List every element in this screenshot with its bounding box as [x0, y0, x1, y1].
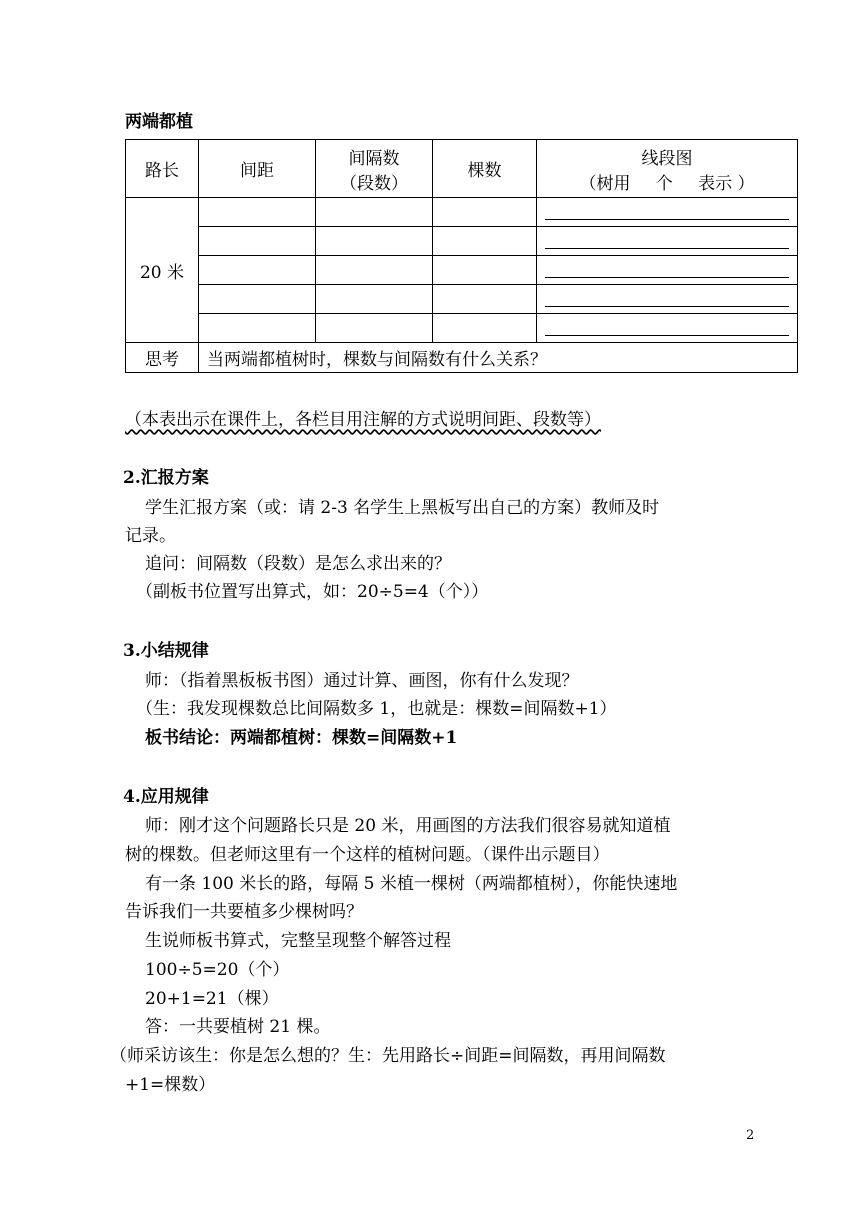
header-interval-line2: （段数） [340, 173, 408, 194]
s4-paragraph-2-line-1: 有一条 100 米长的路，每隔 5 米植一棵树（两端都植树），你能快速地 [145, 874, 678, 894]
s4-paragraph-4-line-1: （师采访该生：你是怎么想的？生：先用路长÷间距=间隔数，再用间隔数 [110, 1046, 666, 1066]
diagram-cell [537, 314, 798, 343]
page-number: 2 [746, 1128, 755, 1143]
diagram-cell [537, 256, 798, 285]
header-diagram-close: 表示 ） [698, 173, 755, 194]
header-diagram-open: （树用 [579, 173, 631, 194]
tree-count-cell [433, 256, 537, 285]
interval-cell [316, 256, 433, 285]
header-interval-line1: 间隔数 [348, 148, 400, 169]
think-label: 思考 [126, 343, 199, 373]
diagram-line [545, 205, 789, 220]
planting-table [125, 139, 798, 373]
section-4-title: 4.应用规律 [123, 787, 209, 807]
spacing-cell [199, 198, 316, 227]
diagram-cell [537, 198, 798, 227]
interval-cell [316, 198, 433, 227]
table-row [126, 227, 798, 256]
s3-conclusion: 板书结论：两端都植树：棵数=间隔数+1 [145, 728, 458, 748]
header-diagram-line1: 线段图 [641, 148, 693, 169]
s3-paragraph-1: 师：（指着黑板板书图）通过计算、画图，你有什么发现？ [145, 671, 579, 691]
s4-paragraph-1-line-2: 树的棵数。但老师这里有一个这样的植树问题。（课件出示题目） [125, 845, 610, 865]
header-diagram-line2 [537, 169, 797, 194]
header-road-length: 路长 [126, 140, 199, 198]
think-row [126, 343, 798, 373]
tree-symbol: 个 [655, 173, 673, 194]
interval-cell [316, 227, 433, 256]
header-spacing: 间距 [199, 140, 316, 198]
diagram-line [545, 263, 789, 278]
s4-answer: 答：一共要植树 21 棵。 [145, 1017, 331, 1037]
spacing-cell [199, 256, 316, 285]
s4-paragraph-2-line-2: 告诉我们一共要植多少棵树吗？ [125, 902, 363, 922]
diagram-line [545, 321, 789, 336]
section-2-title: 2.汇报方案 [123, 468, 209, 488]
interval-cell [316, 314, 433, 343]
header-tree-count: 棵数 [433, 140, 537, 198]
spacing-cell [199, 314, 316, 343]
diagram-cell [537, 285, 798, 314]
s3-paragraph-2: （生：我发现棵数总比间隔数多 1，也就是：棵数=间隔数+1） [136, 699, 617, 719]
header-diagram [537, 140, 798, 198]
s2-paragraph-1-line-1: 学生汇报方案（或：请 2-3 名学生上黑板写出自己的方案）教师及时 [145, 498, 660, 518]
section-3-title: 3.小结规律 [123, 641, 209, 661]
tree-count-cell [433, 314, 537, 343]
section-title: 两端都植 [125, 112, 193, 132]
table-note: （本表出示在课件上，各栏目用注解的方式说明间距、段数等） [125, 410, 601, 430]
s4-calc-2: 20+1=21（棵） [145, 989, 279, 1009]
table-row [126, 256, 798, 285]
s4-paragraph-3: 生说师板书算式，完整呈现整个解答过程 [145, 931, 451, 951]
spacing-cell [199, 227, 316, 256]
road-length-cell: 20 米 [126, 198, 199, 343]
s4-paragraph-1-line-1: 师：刚才这个问题路长只是 20 米，用画图的方法我们很容易就知道植 [145, 816, 671, 836]
s2-paragraph-2: 追问：间隔数（段数）是怎么求出来的？ [145, 554, 451, 574]
interval-cell [316, 285, 433, 314]
spacing-cell [199, 285, 316, 314]
tree-count-cell [433, 285, 537, 314]
tree-count-cell [433, 198, 537, 227]
diagram-line [545, 292, 789, 307]
header-interval-count [316, 140, 433, 198]
table-row [126, 198, 798, 227]
table-row [126, 314, 798, 343]
diagram-cell [537, 227, 798, 256]
s4-paragraph-4-line-2: +1=棵数） [125, 1075, 216, 1095]
tree-count-cell [433, 227, 537, 256]
table-row [126, 285, 798, 314]
table-header-row [126, 140, 798, 198]
s2-paragraph-3: （副板书位置写出算式，如：20÷5=4（个）） [136, 582, 489, 602]
s2-paragraph-1-line-2: 记录。 [125, 526, 176, 546]
think-question: 当两端都植树时，棵数与间隔数有什么关系？ [199, 343, 798, 373]
diagram-line [545, 234, 789, 249]
s4-calc-1: 100÷5=20（个） [145, 960, 290, 980]
